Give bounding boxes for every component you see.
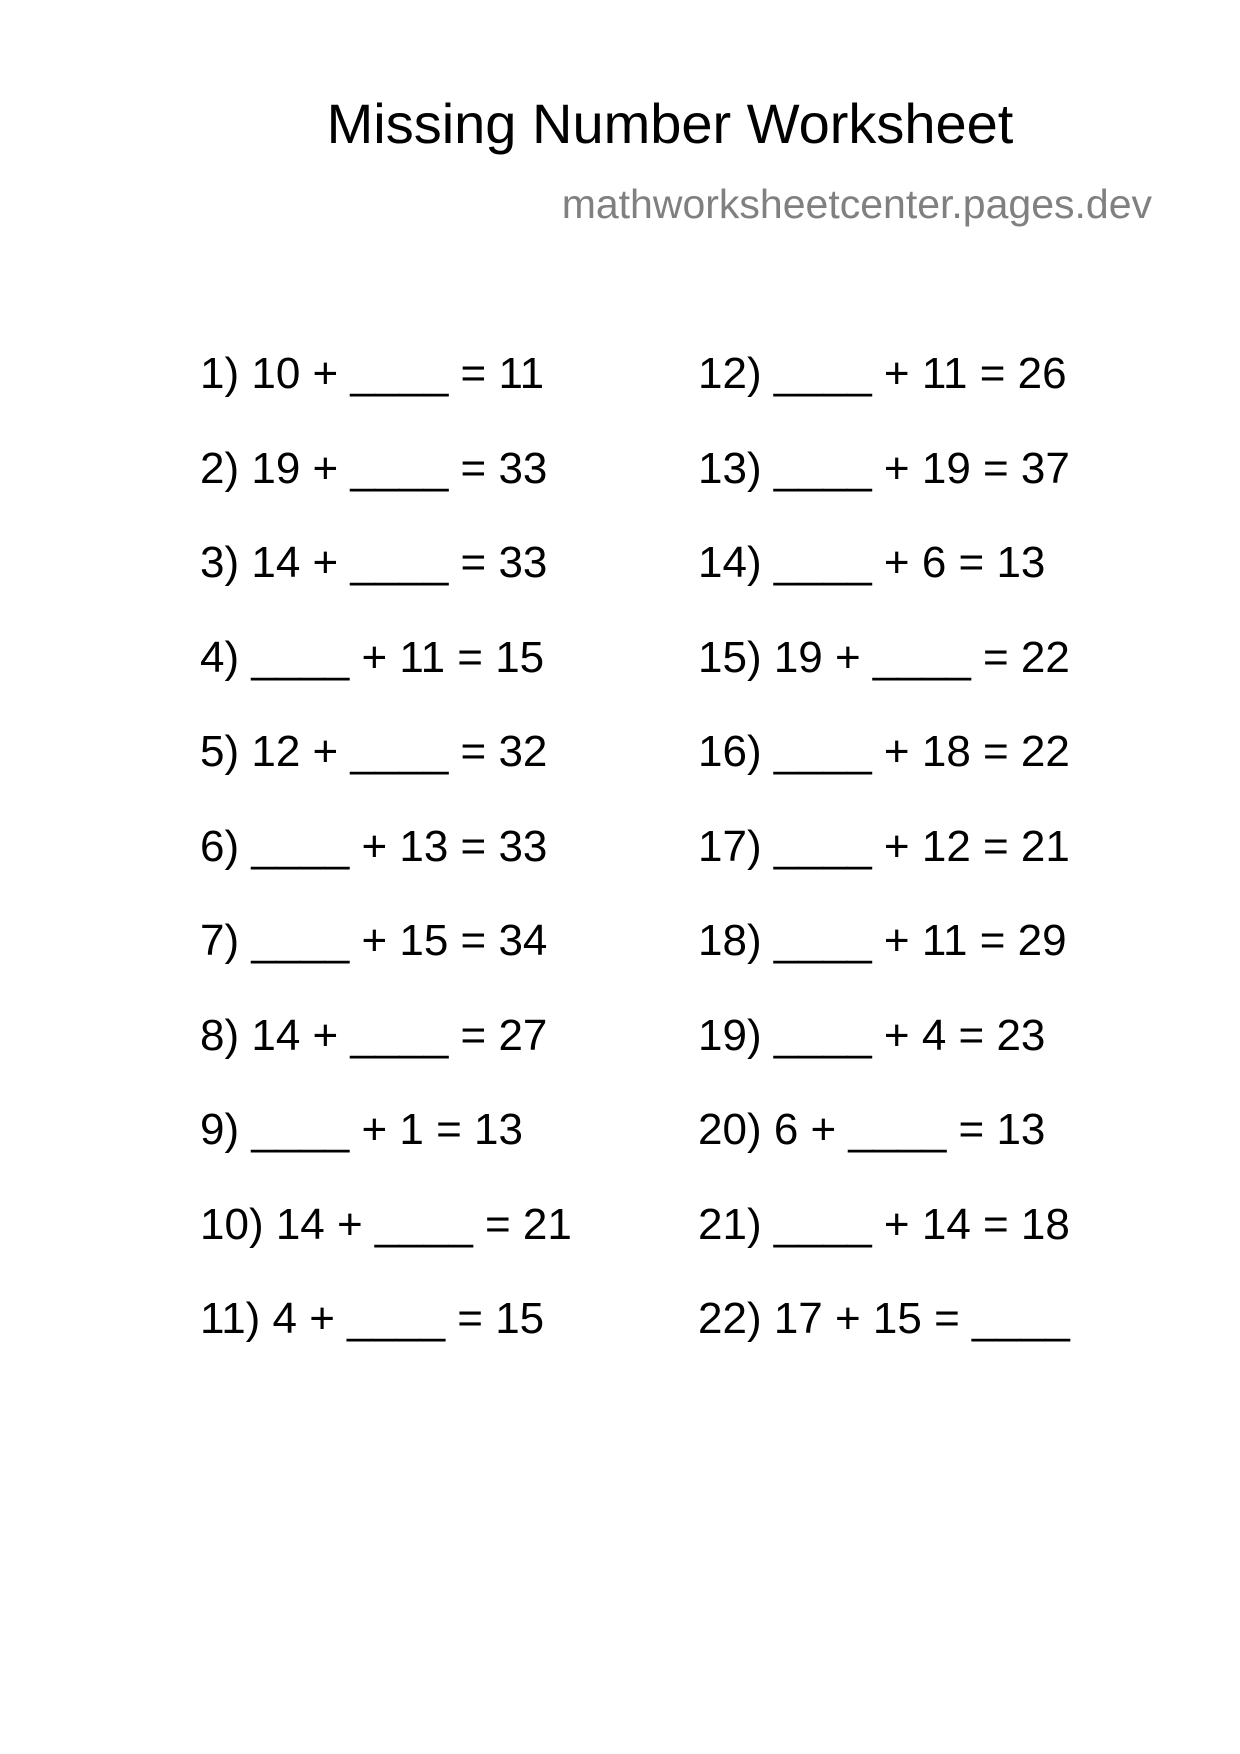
problems-column-right <box>698 349 1070 1392</box>
problem-19: 19) ____ + 4 = 23 <box>698 1010 1046 1060</box>
problem-3: 3) 14 + ____ = 33 <box>200 538 548 587</box>
problem-1: 1) 10 + ____ = 11 <box>200 349 545 398</box>
worksheet-title: Missing Number Worksheet <box>326 92 1014 155</box>
problem-9: 9) ____ + 1 = 13 <box>200 1105 523 1154</box>
problems-column-left <box>200 349 572 1392</box>
worksheet-source-url: mathworksheetcenter.pages.dev <box>561 181 1152 227</box>
problem-22: 22) 17 + 15 = ____ <box>698 1294 1070 1343</box>
problem-2: 2) 19 + ____ = 33 <box>200 443 548 493</box>
problem-15: 15) 19 + ____ = 22 <box>698 632 1070 682</box>
problem-10: 10) 14 + ____ = 21 <box>200 1199 572 1249</box>
problem-12: 12) ____ + 11 = 26 <box>698 349 1067 398</box>
problem-7: 7) ____ + 15 = 34 <box>200 916 548 965</box>
problem-16: 16) ____ + 18 = 22 <box>698 727 1070 776</box>
problem-6: 6) ____ + 13 = 33 <box>200 821 548 871</box>
problem-8: 8) 14 + ____ = 27 <box>200 1010 548 1060</box>
problem-13: 13) ____ + 19 = 37 <box>698 443 1070 493</box>
problem-11: 11) 4 + ____ = 15 <box>200 1294 545 1343</box>
problem-18: 18) ____ + 11 = 29 <box>698 916 1067 965</box>
problem-14: 14) ____ + 6 = 13 <box>698 538 1046 587</box>
problem-20: 20) 6 + ____ = 13 <box>698 1105 1046 1154</box>
problem-4: 4) ____ + 11 = 15 <box>200 632 545 682</box>
problem-21: 21) ____ + 14 = 18 <box>698 1199 1070 1249</box>
problem-17: 17) ____ + 12 = 21 <box>698 821 1070 871</box>
problem-5: 5) 12 + ____ = 32 <box>200 727 548 776</box>
